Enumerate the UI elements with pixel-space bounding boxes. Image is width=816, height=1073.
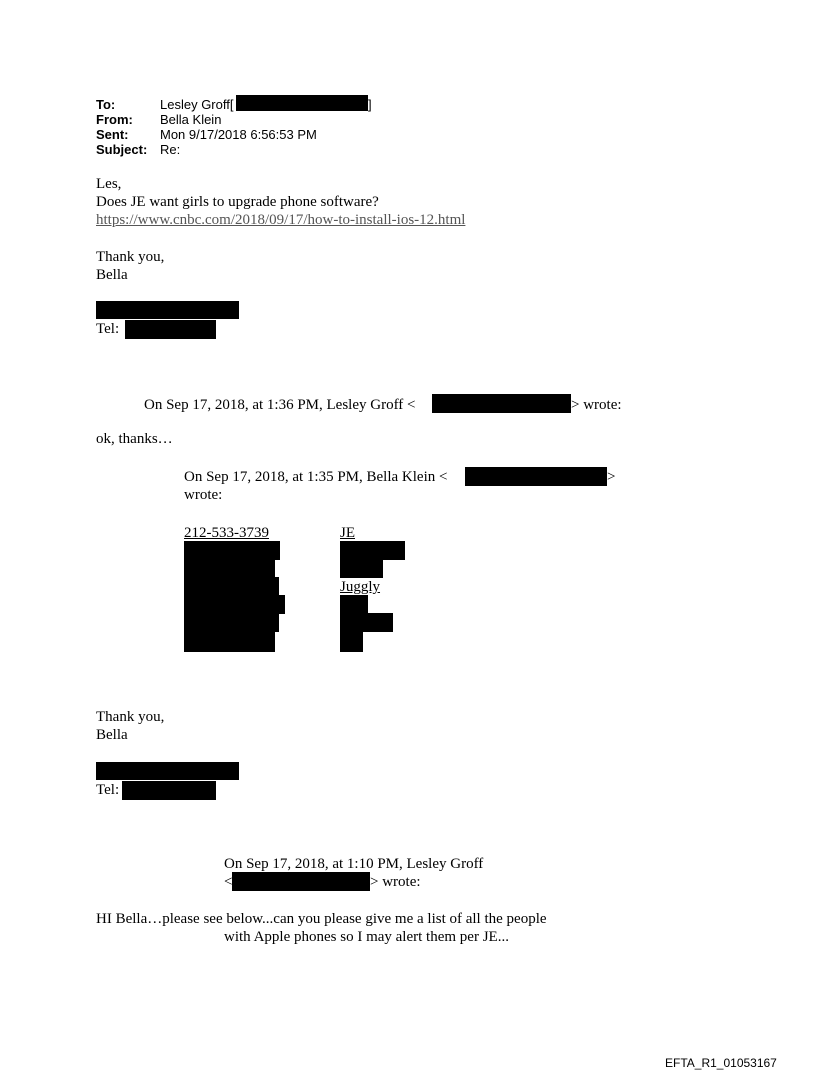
quote3-wrote: > wrote: [370, 874, 421, 890]
to-value: Lesley Groff[ [160, 97, 234, 112]
to-label: To: [96, 97, 116, 112]
redaction-list-col2-row5 [340, 613, 393, 632]
redaction-list-col1-row2 [184, 559, 275, 578]
quote3-message-line2: with Apple phones so I may alert them per JE... [224, 929, 509, 945]
from-value: Bella Klein [160, 112, 222, 127]
greeting: Les, [96, 176, 122, 192]
article-link[interactable]: https://www.cnbc.com/2018/09/17/how-to-install-ios-12.html [96, 212, 466, 228]
redaction-list-col1-row5 [184, 613, 279, 632]
quote2-header: On Sep 17, 2018, at 1:35 PM, Bella Klein < [184, 469, 448, 485]
signoff-thanks: Thank you, [96, 249, 165, 265]
quote3-header: On Sep 17, 2018, at 1:10 PM, Lesley Groff [224, 856, 484, 872]
quote2-tel-label: Tel: [96, 782, 120, 798]
redaction-signature [96, 301, 239, 319]
redaction-list-col2-row4 [340, 595, 368, 614]
redaction-quote2-tel [122, 781, 216, 800]
subject-value: Re: [160, 142, 181, 157]
quote3-message-line1: HI Bella…please see below...can you please give me a list of all the people [96, 911, 547, 927]
quote2-wrote: wrote: [184, 487, 223, 503]
to-close: ] [368, 97, 372, 112]
quote2-name: Bella [96, 727, 128, 743]
document-id: EFTA_R1_01053167 [665, 1056, 777, 1070]
list-col2-je: JE [340, 525, 355, 541]
quote2-thanks: Thank you, [96, 709, 165, 725]
from-label: From: [96, 112, 133, 127]
question-text: Does JE want girls to upgrade phone software? [96, 194, 379, 210]
redaction-quote2-email [465, 467, 607, 486]
sent-label: Sent: [96, 127, 129, 142]
redaction-quote1-email [432, 394, 571, 413]
quote1-header: On Sep 17, 2018, at 1:36 PM, Lesley Groff < [144, 397, 416, 413]
redaction-quote2-signature [96, 762, 239, 780]
quote1-wrote: > wrote: [571, 397, 622, 413]
phone-number: 212-533-3739 [184, 525, 269, 541]
list-col2-juggly: Juggly [340, 579, 381, 595]
redaction-quote3-email [232, 872, 370, 891]
redaction-to-email [236, 95, 368, 111]
redaction-list-col2-row2 [340, 559, 383, 578]
tel-label: Tel: [96, 321, 120, 337]
quote3-open: < [224, 874, 233, 890]
redaction-list-col1-row3 [184, 577, 279, 596]
redaction-list-col2-row1 [340, 541, 405, 560]
redaction-list-col1-row4 [184, 595, 285, 614]
redaction-tel [125, 320, 216, 339]
redaction-list-col1-row6 [184, 631, 275, 652]
signoff-name: Bella [96, 267, 128, 283]
redaction-list-col2-row6 [340, 631, 363, 652]
quote1-reply: ok, thanks… [96, 431, 173, 447]
subject-label: Subject: [96, 142, 148, 157]
quote2-close: > [607, 469, 616, 485]
redaction-list-col1-row1 [184, 541, 280, 560]
sent-value: Mon 9/17/2018 6:56:53 PM [160, 127, 317, 142]
